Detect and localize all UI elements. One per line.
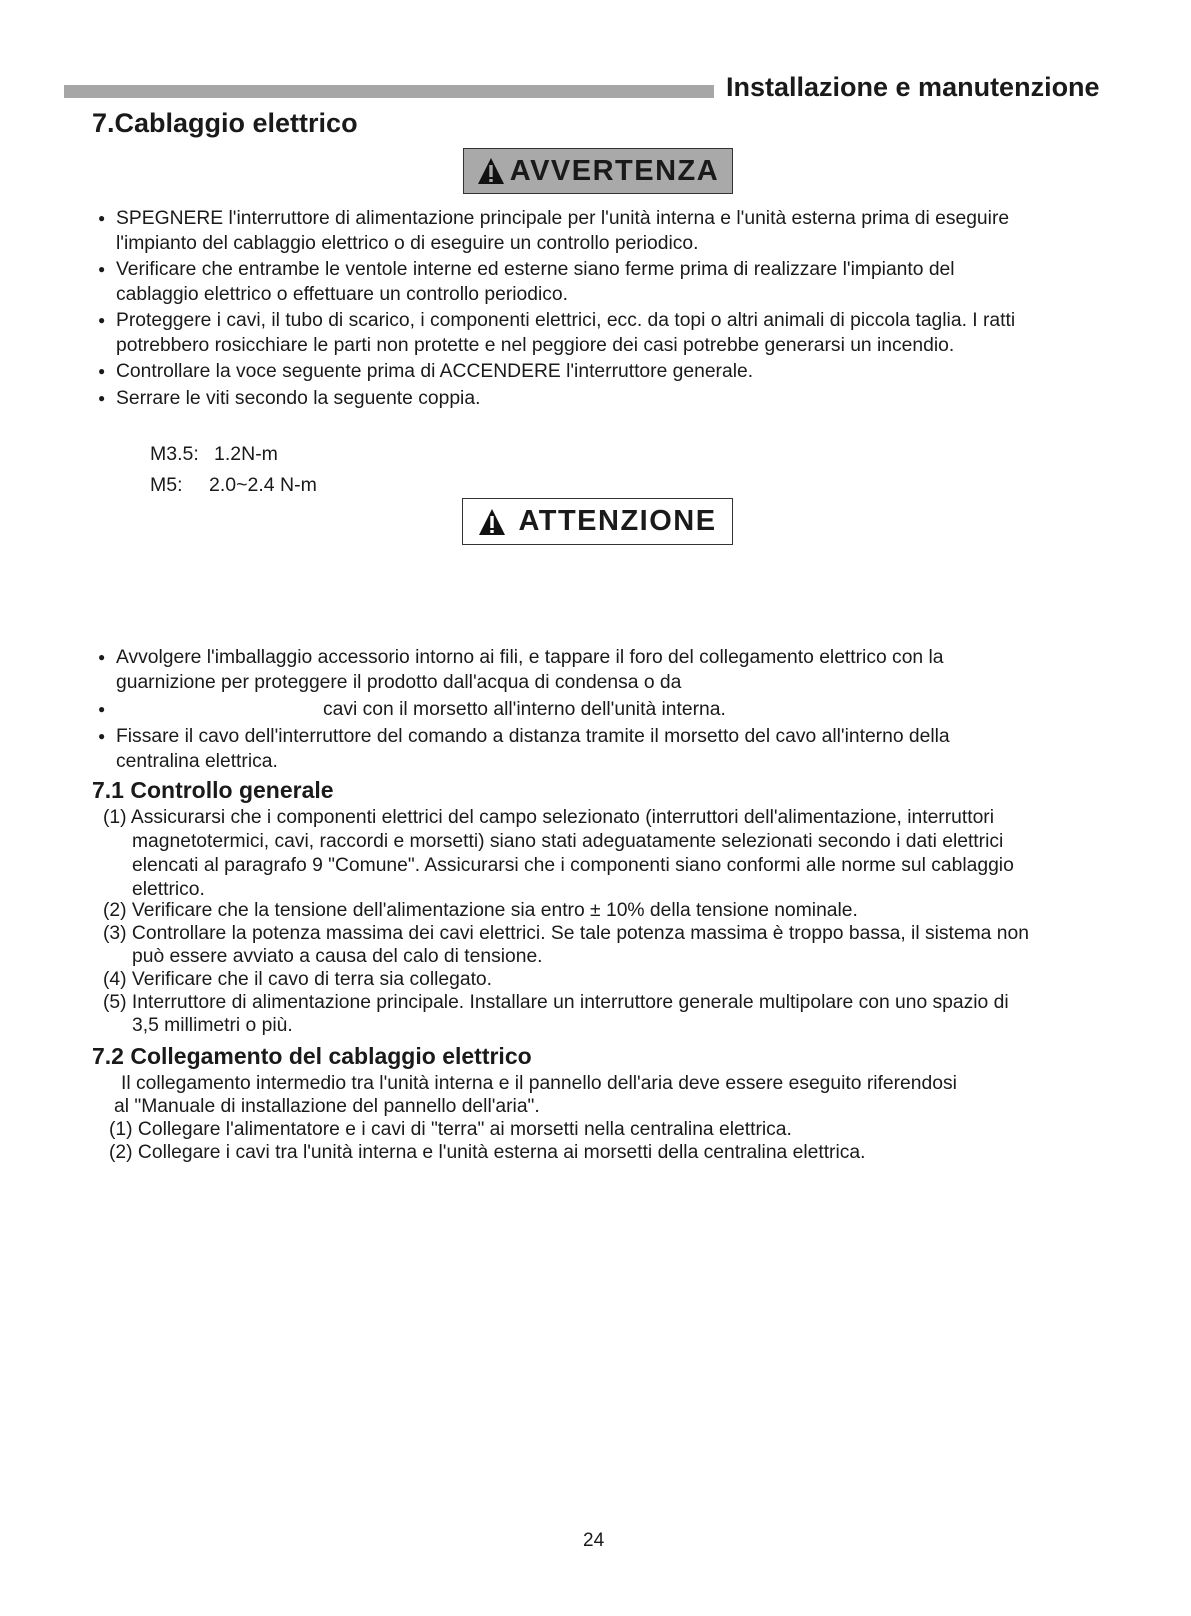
warning-bullet [116, 257, 955, 307]
general-check-line: elencati al paragrafo 9 "Comune". Assicurarsi che i componenti siano conformi alle norme sul cablaggio [132, 855, 1014, 876]
general-check-item [103, 990, 1009, 1038]
header-rule [64, 85, 714, 98]
general-check-line: (4) Verificare che il cavo di terra sia collegato. [103, 969, 493, 990]
general-check-item [103, 898, 858, 923]
section-title: 7.Cablaggio elettrico [92, 108, 358, 138]
general-check-line: (2) Verificare che la tensione dell'alimentazione sia entro ± 10% della tensione nominale. [103, 900, 858, 921]
warning-banner [463, 148, 733, 194]
warning-bullet-line: ● Controllare la voce seguente prima di ACCENDERE l'interruttore generale. [116, 361, 754, 382]
warning-bullet [116, 386, 480, 411]
warning-bullet-line: ● Serrare le viti secondo la seguente coppia. [116, 388, 481, 409]
general-check-line: (3) Controllare la potenza massima dei cavi elettrici. Se tale potenza massima è troppo bassa, il sistema non [103, 923, 1029, 944]
torque-value: 1.2N-m [214, 443, 278, 465]
general-check-line: magnetotermici, cavi, raccordi e morsetti) siano stati adeguatamente selezionati secondo i dati elettrici [132, 831, 1004, 852]
warning-bullet-line: cablaggio elettrico o effettuare un controllo periodico. [116, 284, 568, 305]
caution-bullet [116, 724, 950, 774]
caution-bullet [116, 697, 726, 722]
wiring-intro-line: al "Manuale di installazione del pannello dell'aria". [114, 1096, 540, 1117]
warning-triangle-icon [477, 157, 505, 185]
caution-bullet-line: ● Avvolgere l'imballaggio accessorio intorno ai fili, e tappare il foro del collegamento elettrico con la [116, 647, 944, 668]
general-check-line: 3,5 millimetri o più. [132, 1015, 293, 1036]
general-check-line: può essere avviato a causa del calo di tensione. [132, 946, 543, 967]
warning-bullet [116, 359, 753, 384]
warning-bullet [116, 206, 1009, 256]
general-check-line: (1) Assicurarsi che i componenti elettrici del campo selezionato (interruttori dell'alimentazione, interruttori [103, 807, 995, 828]
warning-bullet-line: ● SPEGNERE l'interruttore di alimentazione principale per l'unità interna e l'unità esterna prima di eseguire [116, 208, 1010, 229]
torque-value: 2.0~2.4 N-m [209, 474, 317, 496]
caution-bullet [116, 645, 944, 695]
warning-bullet [116, 308, 1015, 358]
warning-bullet-line: ● Verificare che entrambe le ventole interne ed esterne siano ferme prima di realizzare l'impianto del [116, 259, 955, 280]
general-check-title: 7.1 Controllo generale [92, 777, 334, 803]
warning-bullet-line: l'impianto del cablaggio elettrico o di eseguire un controllo periodico. [116, 233, 699, 254]
caution-bullet-line: centralina elettrica. [116, 751, 278, 772]
wiring-intro-line: Il collegamento intermedio tra l'unità interna e il pannello dell'aria deve essere eseguito riferendosi [121, 1073, 957, 1094]
general-check-line: elettrico. [132, 879, 205, 900]
general-check-item [103, 921, 1029, 969]
caution-bullet-line: ● cavi con il morsetto all'interno dell'unità interna. [323, 699, 726, 720]
general-check-item [103, 967, 492, 992]
general-check-line: (5) Interruttore di alimentazione principale. Installare un interruttore generale multipolare con uno spazio di [103, 992, 1009, 1013]
header-title: Installazione e manutenzione [726, 72, 1100, 102]
wiring-connection-title: 7.2 Collegamento del cablaggio elettrico [92, 1043, 532, 1069]
caution-banner [462, 498, 733, 545]
wiring-item: (2) Collegare i cavi tra l'unità interna e l'unità esterna ai morsetti della centralina elettrica. [109, 1142, 866, 1163]
warning-label: AVVERTENZA [509, 154, 720, 187]
wiring-item: (1) Collegare l'alimentatore e i cavi di "terra" ai morsetti nella centralina elettrica. [109, 1119, 792, 1140]
caution-bullet-line: ● Fissare il cavo dell'interruttore del comando a distanza tramite il morsetto del cavo all'interno della [116, 726, 950, 747]
torque-size: M5: [150, 474, 183, 496]
page-number: 24 [583, 1530, 605, 1551]
general-check-item [103, 805, 1014, 902]
warning-bullet-line: potrebbero rosicchiare le parti non protette e nel peggiore dei casi potrebbe generarsi un incendio. [116, 335, 955, 356]
caution-bullet-line: guarnizione per proteggere il prodotto dall'acqua di condensa o da [116, 672, 682, 693]
warning-triangle-icon [478, 508, 506, 536]
torque-size: M3.5: [150, 443, 199, 465]
caution-label: ATTENZIONE [518, 505, 717, 537]
warning-bullet-line: ● Proteggere i cavi, il tubo di scarico, i componenti elettrici, ecc. da topi o altri animali di piccola taglia. I ratti [116, 310, 1016, 331]
